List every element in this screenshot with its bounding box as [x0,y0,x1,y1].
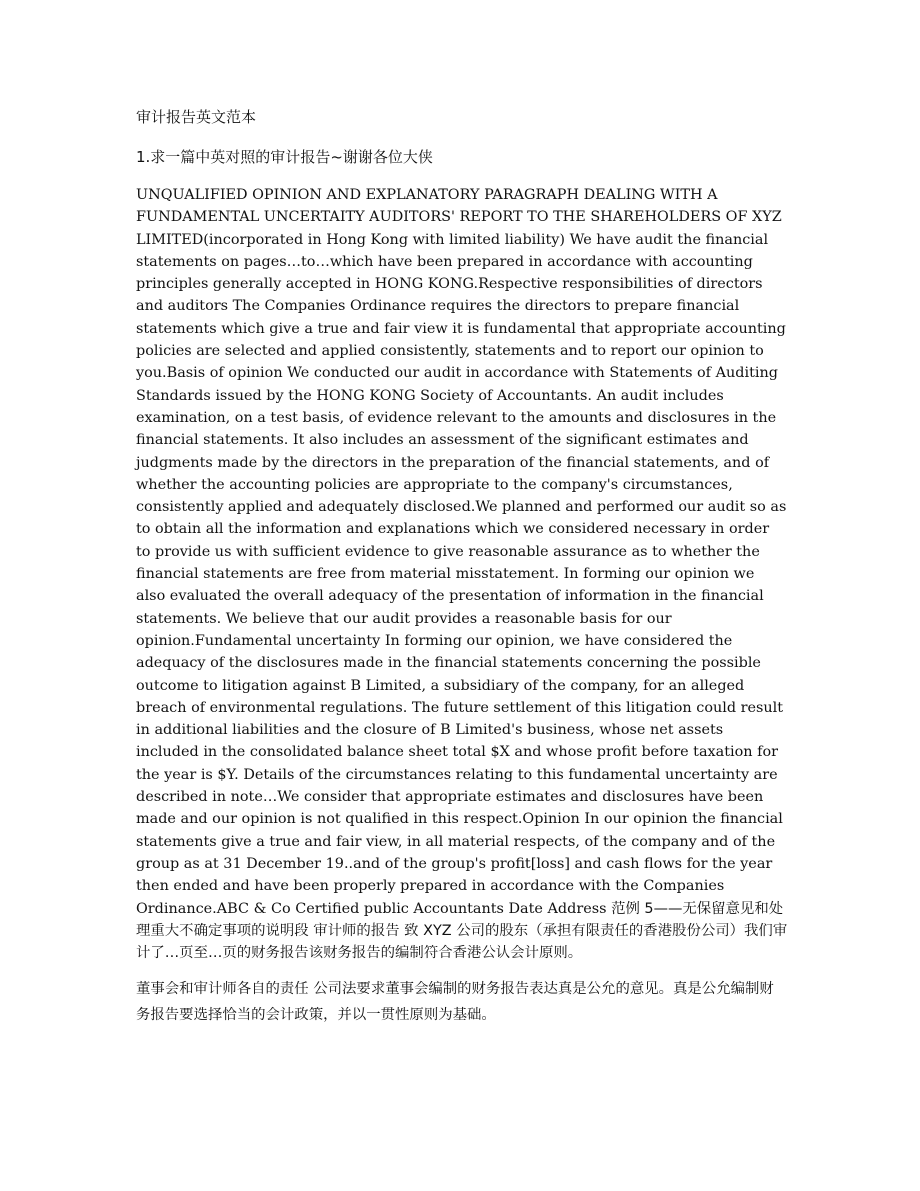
question-heading: 1.求一篇中英对照的审计报告~谢谢各位大侠 [136,148,433,166]
document-page [136,106,788,1028]
chinese-report-text: 范例 5——无保留意见和处理重大不确定事项的说明段 审计师的报告 致 XYZ 公司的股东（承担有限责任的香港股份公司）我们审计了…页至…页的财务报告该财务报告的编制符合香港公认会计原则。 [136,900,788,962]
english-report-text: UNQUALIFIED OPINION AND EXPLANATORY PARAGRAPH DEALING WITH A FUNDAMENTAL UNCERTAITY AUDITORS' REPORT TO THE SHAREHOLDERS OF XYZ LIMITED(incorporated in Hong Kong with limited liability) We have audit the financial statements on pages…to…which have been prepared in accordance with accounting principles generally accepted in HONG KONG.Respective responsibilities of directors and auditors The Companies Ordinance requires the directors to prepare financial statements which give a true and fair view it is fundamental that appropriate accounting policies are selected and applied consistently, statements and to report our opinion to you.Basis of opinion We conducted our audit in accordance with Statements of Auditing Standards issued by the HONG KONG Society of Accountants. An audit includes examination, on a test basis, of evidence relevant to the amounts and disclosures in the financial statements. It also includes an assessment of the significant estimates and judgments made by the directors in the preparation of the financial statements, and of whether the accounting policies are appropriate to the company's circumstances, consistently applied and adequately disclosed.We planned and performed our audit so as to obtain all the information and explanations which we considered necessary in order to provide us with sufficient evidence to give reasonable assurance as to whether the financial statements are free from material misstatement. In forming our opinion we also evaluated the overall adequacy of the presentation of information in the financial statements. We believe that our audit provides a reasonable basis for our opinion.Fundamental uncertainty In forming our opinion, we have considered the adequacy of the disclosures made in the financial statements concerning the possible outcome to litigation against B Limited, a subsidiary of the company, for an alleged breach of environmental regulations. The future settlement of this litigation could result in additional liabilities and the closure of B Limited's business, whose net assets included in the consolidated balance sheet total $X and whose profit before taxation for the year is $Y. Details of the circumstances relating to this fundamental uncertainty are described in note…We consider that appropriate estimates and disclosures have been made and our opinion is not qualified in this respect.Opinion In our opinion the financial statements give a true and fair view, in all material respects, of the company and of the group as at 31 December 19..and of the group's profit[loss] and cash flows for the year then ended and have been properly prepared in accordance with the Companies Ordinance.ABC & Co Certified public Accountants Date Address [136,187,787,917]
responsibilities-paragraph: 董事会和审计师各自的责任 公司法要求董事会编制的财务报告表达真是公允的意见。真是公允编制财务报告要选择恰当的会计政策，并以一贯性原则为基础。 [136,981,774,1024]
document-title: 审计报告英文范本 [136,108,257,126]
audit-report-paragraph [136,184,788,964]
